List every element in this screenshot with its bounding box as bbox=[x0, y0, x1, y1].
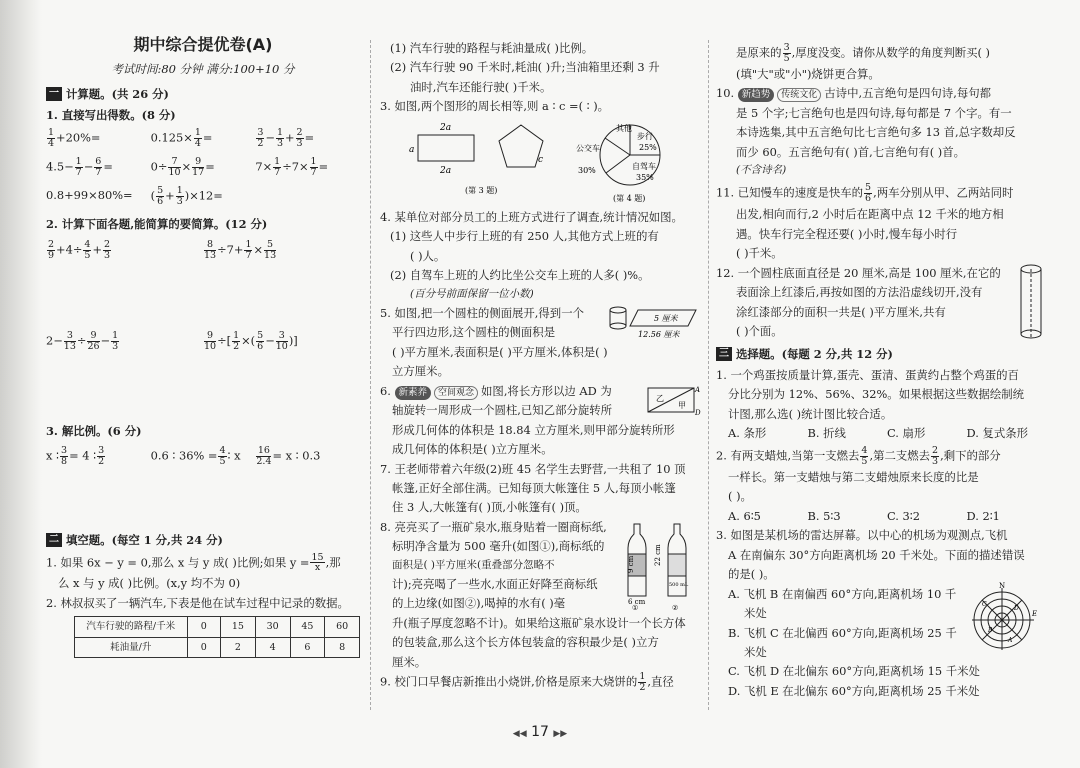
pie-pct-walk: 25% bbox=[639, 142, 657, 152]
section-title: 选择题。(每题 2 分,共 12 分) bbox=[736, 346, 893, 361]
question-line: 计);亮亮喝了一些水,水面正好降至商标纸 bbox=[392, 576, 598, 591]
question: 3. 如图,两个图形的周长相等,则 a ∶ c =( ∶ )。 bbox=[380, 99, 610, 114]
denominator: 5 bbox=[783, 52, 790, 64]
denominator: 7 bbox=[274, 167, 281, 179]
question: 2. 计算下面各题,能简算的要简算。(12 分) bbox=[46, 217, 268, 232]
pentagon-shape bbox=[499, 125, 543, 167]
fraction bbox=[94, 157, 102, 178]
rect-bottom-label: 2a bbox=[440, 165, 452, 176]
column-2 bbox=[380, 38, 702, 694]
numerator: 5 bbox=[157, 185, 164, 197]
table-row bbox=[75, 617, 360, 637]
radar-point-A: A bbox=[1008, 637, 1013, 645]
rect-side-label: a bbox=[409, 144, 415, 155]
figure-5 bbox=[608, 304, 702, 340]
fraction bbox=[864, 183, 872, 204]
choice-option-cont: 米处 bbox=[744, 645, 767, 659]
question-line: 帐篷,正好全部住满。已知每顶大帐篷住 5 人,每顶小帐篷 bbox=[392, 480, 676, 495]
denominator: 3 bbox=[112, 340, 119, 352]
question-line: 的包装盒,那么这个长方体包装盒的容积最少是( )立方 bbox=[392, 635, 659, 650]
question-line: 表面涂上红漆后,再按如图的方法沿虚线切开,没有 bbox=[736, 285, 983, 300]
section-header bbox=[716, 345, 1046, 363]
denominator: 7 bbox=[310, 167, 317, 179]
denominator: 13 bbox=[204, 249, 217, 261]
denominator: 2 bbox=[98, 456, 105, 468]
pie-pct-bus: 30% bbox=[578, 165, 596, 175]
denominator: 13 bbox=[63, 340, 76, 352]
fraction bbox=[218, 446, 226, 467]
question-line: ( )千米。 bbox=[736, 246, 783, 261]
question-line: 油时,汽车还能行驶( )千米。 bbox=[410, 79, 552, 94]
denominator: x bbox=[314, 562, 321, 574]
denominator: 7 bbox=[95, 167, 102, 179]
figure-3-4 bbox=[380, 117, 700, 207]
fraction bbox=[638, 672, 646, 693]
numerator: 4 bbox=[219, 445, 226, 457]
table-cell: 15 bbox=[221, 617, 256, 637]
question: 8. 亮亮买了一瓶矿泉水,瓶身贴着一圈商标纸, bbox=[380, 519, 607, 534]
fraction bbox=[273, 157, 281, 178]
label-jia: 甲 bbox=[678, 400, 686, 410]
choice-option-cont: 米处 bbox=[744, 606, 767, 621]
table-cell: 30 bbox=[255, 617, 290, 637]
fraction bbox=[276, 128, 284, 149]
numerator: 1 bbox=[75, 156, 82, 168]
numerator: 1 bbox=[310, 156, 317, 168]
denominator: 8 bbox=[61, 456, 68, 468]
question: 4. 某单位对部分员工的上班方式进行了调查,统计情况如图。 bbox=[380, 209, 683, 224]
fraction bbox=[296, 128, 304, 149]
math-item: 2− $\frac{3}{13}$ ÷ $\frac{9}{26}$ − $\frac{1}{3}$ bbox=[46, 329, 119, 352]
math-row bbox=[46, 446, 360, 467]
section-number: 二 bbox=[46, 533, 62, 547]
pie-label-bus: 公交车 bbox=[576, 143, 600, 153]
fraction bbox=[276, 331, 288, 352]
numerator: 4 bbox=[84, 238, 91, 250]
denominator: 2 bbox=[233, 340, 240, 352]
fraction bbox=[256, 128, 264, 149]
math-item: 7× $\frac{1}{7}$ ÷7× $\frac{1}{7}$ = bbox=[255, 156, 329, 179]
math-item: ( $\frac{5}{6}$ + $\frac{1}{3}$ )×12= bbox=[150, 185, 223, 208]
fraction bbox=[64, 331, 76, 352]
cylinder-top bbox=[610, 307, 626, 313]
denominator: 4 bbox=[48, 138, 55, 150]
fraction bbox=[87, 331, 99, 352]
pie-label-walk: 步行 bbox=[637, 131, 653, 141]
badge-new-trend: 新趋势 bbox=[738, 88, 775, 102]
question-line: 平行四边形,这个圆柱的侧面积是 bbox=[392, 325, 556, 340]
question-line: 涂红漆部分的面积一共是( )平方厘米,共有 bbox=[736, 304, 946, 319]
question-line: 升(瓶子厚度忽略不计)。如果给这瓶矿泉水设计一个长方体 bbox=[392, 615, 686, 630]
table-cell: 6 bbox=[290, 637, 325, 657]
numerator: 3 bbox=[783, 42, 790, 53]
question-line: 住 3 人,大帐篷有( )顶,小帐篷有( )顶。 bbox=[392, 500, 587, 515]
numerator: 1 bbox=[48, 127, 55, 139]
math-item: $\frac{8}{13}$ ÷7+ $\frac{1}{7}$ × $\frac{5}{13}$ bbox=[204, 238, 277, 261]
numerator: 1 bbox=[639, 671, 646, 683]
question-line: 厘米。 bbox=[392, 654, 427, 669]
question: 9. 校门口早餐店新推出小烧饼,价格是原来大烧饼的 $\frac{1}{2}$ ,直径 bbox=[380, 671, 674, 694]
page-subtitle: 考试时间:80 分钟 满分:100+10 分 bbox=[111, 61, 295, 76]
radar-point-D: D bbox=[1014, 605, 1019, 613]
figure-5-height-label: 5 厘米 bbox=[654, 313, 678, 323]
fraction bbox=[75, 157, 83, 178]
numerator: 5 bbox=[865, 182, 872, 194]
fraction bbox=[47, 128, 55, 149]
choice-option: C. 扇形 bbox=[887, 426, 926, 441]
math-item: $\frac{16}{2.4}$ = x ∶ 0.3 bbox=[256, 445, 321, 468]
pie-label-other: 其他 bbox=[616, 123, 632, 133]
question-line: 的上边缘(如图②),喝掉的水有( )毫 bbox=[392, 596, 566, 611]
choice-option: D. 飞机 E 在北偏东 60°方向,距离机场 25 千米处 bbox=[728, 683, 980, 698]
denominator: 3 bbox=[296, 138, 303, 150]
section-number: 三 bbox=[716, 347, 732, 361]
column-3 bbox=[716, 42, 1046, 701]
question-line: 是 5 个字;七言绝句也是四句诗,每句都是 7 个字。有一 bbox=[736, 105, 1012, 120]
column-1 bbox=[46, 30, 360, 658]
question-line: 而少 60。五言绝句有( )首,七言绝句有( )首。 bbox=[736, 144, 966, 159]
radar-north: N bbox=[999, 582, 1006, 591]
choice-option: A. 条形 bbox=[728, 426, 767, 441]
numerator: 2 bbox=[48, 238, 55, 250]
question-line: ( )。 bbox=[728, 489, 752, 504]
question-block bbox=[380, 382, 702, 459]
math-item: 0.125× $\frac{1}{4}$ = bbox=[150, 127, 213, 150]
bottle-diameter: 6 cm bbox=[628, 597, 646, 606]
fraction bbox=[310, 157, 318, 178]
radar-point-B: B bbox=[988, 627, 993, 635]
fraction bbox=[783, 43, 791, 64]
fraction bbox=[256, 331, 264, 352]
section-header bbox=[46, 531, 360, 549]
question-line: 成几何体的体积是( )立方厘米。 bbox=[392, 442, 553, 457]
choice-options bbox=[716, 507, 1046, 525]
fraction bbox=[232, 331, 240, 352]
figure-5-width-label: 12.56 厘米 bbox=[638, 329, 680, 339]
fraction bbox=[192, 157, 204, 178]
numerator: 9 bbox=[87, 331, 99, 342]
question-line: (1) 这些人中步行上班的有 250 人,其他方式上班的有 bbox=[390, 229, 659, 244]
choice-option: D. 复式条形 bbox=[966, 426, 1029, 441]
figure-6 bbox=[642, 384, 702, 418]
radar-point-C: C bbox=[982, 601, 987, 609]
fraction bbox=[176, 186, 184, 207]
label-A: A bbox=[695, 385, 701, 394]
question-line: 是原来的 $\frac{3}{5}$ ,厚度没变。请你从数学的角度判断买( ) bbox=[736, 42, 991, 64]
choice-option: D. 2∶1 bbox=[966, 508, 1000, 523]
numerator: 3 bbox=[64, 331, 76, 342]
numerator: 2 bbox=[103, 238, 111, 250]
badge-new-literacy: 新素养 bbox=[395, 386, 432, 400]
bottle-2-num: ② bbox=[672, 603, 679, 610]
choice-options bbox=[716, 424, 1046, 442]
fraction bbox=[194, 128, 202, 149]
denominator: 2 bbox=[257, 138, 264, 150]
question: 6. 新素养 空间观念 如图,将长方形以边 AD 为 bbox=[380, 383, 612, 398]
question-block bbox=[716, 526, 1046, 700]
page-number bbox=[0, 724, 1080, 740]
pie-slice-line bbox=[605, 138, 630, 155]
math-item: x ∶ $\frac{3}{8}$ = 4 ∶ $\frac{3}{2}$ bbox=[46, 445, 105, 468]
radar-figure bbox=[968, 582, 1040, 652]
question: 2. 有两支蜡烛,当第一支燃去 $\frac{4}{5}$ ,第二支燃去 $\frac{2}{3}$ ,剩下的部分 bbox=[716, 444, 1001, 467]
choice-option: C. 3∶2 bbox=[887, 508, 921, 523]
numerator: 3 bbox=[61, 445, 68, 457]
fraction bbox=[156, 186, 164, 207]
figure-4-caption: (第 4 题) bbox=[613, 193, 646, 203]
question-note: (百分号前面保留一位小数) bbox=[410, 287, 534, 300]
bottle-2-label bbox=[668, 554, 686, 576]
numerator: 3 bbox=[98, 445, 105, 457]
math-row bbox=[46, 331, 360, 352]
math-row bbox=[46, 128, 360, 149]
question-line: 标明净含量为 500 毫升(如图①),商标纸的 bbox=[392, 539, 605, 554]
choice-option: A. 6∶5 bbox=[728, 508, 761, 523]
question-line: ( )平方厘米,表面积是( )平方厘米,体积是( ) bbox=[392, 344, 608, 359]
math-item: $\frac{9}{10}$ ÷[ $\frac{1}{2}$ ×( $\frac{5}{6}$ − $\frac{3}{10}$ )] bbox=[204, 329, 298, 352]
denominator: 17 bbox=[192, 167, 205, 179]
data-table bbox=[74, 616, 360, 658]
denominator: 3 bbox=[276, 138, 283, 150]
question: 7. 王老师带着六年级(2)班 45 名学生去野营,一共租了 10 顶 bbox=[380, 461, 686, 476]
left-arrow-icon: ◀◀ bbox=[512, 729, 527, 739]
question-line: 的是( )。 bbox=[728, 567, 775, 582]
column-divider bbox=[370, 40, 371, 710]
table-cell: 4 bbox=[255, 637, 290, 657]
table-row bbox=[75, 637, 360, 657]
question-line: 计图,那么选( )统计图比较合适。 bbox=[728, 406, 893, 421]
question-line: (填"大"或"小")烧饼更合算。 bbox=[736, 66, 880, 81]
pie-label-bike: 自驾车 bbox=[632, 161, 656, 171]
denominator: 5 bbox=[219, 456, 226, 468]
denominator: 9 bbox=[48, 249, 55, 261]
choice-option: A. 飞机 B 在南偏西 60°方向,距离机场 10 千 bbox=[728, 586, 957, 601]
math-row bbox=[46, 240, 360, 261]
column-divider bbox=[708, 40, 709, 710]
denominator: 7 bbox=[75, 167, 82, 179]
figure-area bbox=[380, 117, 702, 207]
denominator: 3 bbox=[932, 455, 939, 467]
radar-east: E bbox=[1032, 610, 1038, 619]
numerator: 1 bbox=[112, 329, 119, 341]
section-number: 一 bbox=[46, 87, 62, 101]
pentagon-label: c bbox=[538, 154, 544, 165]
page-title: 期中综合提优卷(A) bbox=[133, 35, 273, 54]
table-cell: 60 bbox=[325, 617, 360, 637]
question-line: 么 x 与 y 成( )比例。(x,y 均不为 0) bbox=[58, 576, 241, 591]
table-header-cell: 耗油量/升 bbox=[75, 637, 188, 657]
table-header-cell: 汽车行驶的路程/千米 bbox=[75, 617, 188, 637]
figure-8 bbox=[618, 518, 702, 610]
question-line: A 在南偏东 30°方向距离机场 20 千米处。下面的描述错误 bbox=[728, 547, 1025, 562]
denominator: 2.4 bbox=[256, 456, 272, 468]
denominator: 3 bbox=[103, 249, 111, 261]
numerator: 1 bbox=[194, 127, 201, 139]
choice-option: B. 折线 bbox=[807, 426, 846, 441]
diagonal-line bbox=[648, 388, 694, 412]
numerator: 4 bbox=[861, 444, 868, 456]
question: 11. 已知慢车的速度是快车的 $\frac{5}{6}$ ,两车分别从甲、乙两站同时 bbox=[716, 182, 1014, 205]
fraction bbox=[204, 240, 216, 261]
right-arrow-icon: ▶▶ bbox=[553, 729, 568, 739]
tag-spatial: 空间观念 bbox=[434, 386, 478, 400]
fraction bbox=[244, 240, 252, 261]
question-block bbox=[716, 264, 1046, 341]
math-row bbox=[46, 186, 360, 207]
question: 5. 如图,把一个圆柱的侧面展开,得到一个 bbox=[380, 305, 584, 320]
numerator: 1 bbox=[274, 156, 281, 168]
denominator: 13 bbox=[264, 249, 277, 261]
math-item: $\frac{2}{9}$ +4÷ $\frac{4}{5}$ + $\frac{2}{3}$ bbox=[48, 238, 111, 261]
fraction bbox=[83, 240, 91, 261]
numerator: 6 bbox=[95, 156, 102, 168]
question-block bbox=[380, 304, 702, 381]
math-item: 4.5− $\frac{1}{7}$ − $\frac{6}{7}$ = bbox=[46, 156, 113, 179]
section-title: 计算题。(共 26 分) bbox=[66, 86, 169, 101]
numerator: 9 bbox=[204, 331, 216, 342]
rect-top-label: 2a bbox=[440, 122, 452, 133]
bottle-height-label: 9 cm bbox=[627, 555, 635, 573]
fraction bbox=[97, 446, 105, 467]
label-yi: 乙 bbox=[656, 393, 664, 403]
question: 3. 如图是某机场的雷达屏幕。以中心的机场为观测点,飞机 bbox=[716, 528, 1008, 543]
cylinder-bottom bbox=[610, 323, 626, 329]
question-line: 立方厘米。 bbox=[392, 364, 449, 379]
math-item: $\frac{1}{4}$ +20%= bbox=[48, 127, 101, 150]
fraction bbox=[860, 446, 868, 467]
choice-option: B. 飞机 C 在北偏西 60°方向,距离机场 25 千 bbox=[728, 625, 957, 640]
denominator: 6 bbox=[865, 193, 872, 205]
fraction bbox=[256, 446, 271, 467]
table-cell: 8 bbox=[325, 637, 360, 657]
bottle-total-height: 22 cm bbox=[654, 544, 662, 566]
question-line: 轴旋转一周形成一个圆柱,已知乙部分旋转所 bbox=[392, 403, 613, 418]
fraction bbox=[204, 331, 216, 352]
denominator: 10 bbox=[168, 167, 181, 179]
question-line: (2) 自驾车上班的人约比坐公交车上班的人多( )%。 bbox=[390, 268, 650, 283]
page-number-text: 17 bbox=[531, 724, 549, 740]
question-line: (2) 汽车行驶 90 千米时,耗油( )升;当油箱里还剩 3 升 bbox=[390, 60, 660, 75]
tag-culture: 传统文化 bbox=[777, 88, 821, 102]
denominator: 7 bbox=[245, 249, 252, 261]
numerator: 9 bbox=[192, 157, 204, 168]
fraction bbox=[103, 240, 111, 261]
fraction bbox=[111, 331, 119, 352]
fraction bbox=[931, 446, 939, 467]
question-line: 出发,相向而行,2 小时后在距离中点 12 千米的地方相 bbox=[736, 207, 1004, 222]
numerator: 7 bbox=[168, 157, 180, 168]
bottle-1-num: ① bbox=[632, 603, 639, 610]
pie-slice-line bbox=[606, 155, 630, 173]
denominator: 6 bbox=[257, 340, 264, 352]
book-spine-shadow bbox=[0, 0, 42, 768]
denominator: 6 bbox=[157, 196, 164, 208]
table-cell: 45 bbox=[290, 617, 325, 637]
question-line: ( )人。 bbox=[410, 248, 446, 263]
question-block bbox=[380, 518, 702, 671]
numerator: 2 bbox=[296, 127, 303, 139]
question-line: (1) 汽车行驶的路程与耗油量成( )比例。 bbox=[390, 41, 594, 55]
question: 3. 解比例。(6 分) bbox=[46, 423, 142, 438]
question: 1. 直接写出得数。(8 分) bbox=[46, 108, 176, 122]
label-D: D bbox=[695, 408, 701, 417]
choice-option: C. 飞机 D 在北偏东 60°方向,距离机场 15 千米处 bbox=[728, 664, 980, 679]
numerator: 5 bbox=[257, 329, 264, 341]
numerator: 8 bbox=[204, 240, 216, 251]
numerator: 5 bbox=[264, 240, 276, 251]
denominator: 5 bbox=[861, 455, 868, 467]
fraction bbox=[47, 240, 55, 261]
numerator: 1 bbox=[245, 238, 252, 250]
question: 12. 一个圆柱底面直径是 20 厘米,高是 100 厘米,在它的 bbox=[716, 265, 1001, 280]
pie-pct-bike: 35% bbox=[636, 172, 654, 182]
question-line: 遇。快车行完全程还要( )小时,慢车每小时行 bbox=[736, 226, 958, 241]
question: 1. 一个鸡蛋按质量计算,蛋壳、蛋清、蛋黄约占整个鸡蛋的百 bbox=[716, 367, 1019, 382]
denominator: 26 bbox=[87, 340, 100, 352]
section-header bbox=[46, 85, 360, 103]
question-line: 一样长。第一支蜡烛与第二支蜡烛原来长度的比是 bbox=[728, 469, 979, 484]
rectangle-shape bbox=[418, 135, 474, 161]
question-line: 面积是( )平方厘米(重叠部分忽略不 bbox=[392, 558, 555, 571]
numerator: 1 bbox=[233, 329, 240, 341]
math-item: 0.6 ∶ 36% = $\frac{4}{5}$ ∶ x bbox=[150, 445, 241, 468]
bottle-volume: 500 mL bbox=[669, 581, 689, 588]
denominator: 2 bbox=[639, 682, 646, 694]
numerator: 1 bbox=[176, 185, 183, 197]
question-line: 本诗选集,其中五言绝句比七言绝句多 13 首,总字数却反 bbox=[736, 125, 1016, 140]
math-row bbox=[46, 157, 360, 178]
numerator: 3 bbox=[276, 331, 288, 342]
numerator: 15 bbox=[311, 551, 324, 563]
table-cell: 0 bbox=[187, 637, 221, 657]
question-line: 分比分别为 12%、56%、32%。如果根据这些数据绘制统 bbox=[728, 387, 1024, 402]
numerator: 2 bbox=[932, 444, 939, 456]
choice-option: B. 5∶3 bbox=[807, 508, 841, 523]
question-line: 形成几何体的体积是 18.84 立方厘米,则甲部分旋转所形 bbox=[392, 422, 675, 437]
question: 1. 如果 6x − y = 0,那么 x 与 y 成( )比例;如果 y = $\frac{15}{x}$ ,那 bbox=[46, 551, 341, 574]
fraction bbox=[60, 446, 68, 467]
numerator: 3 bbox=[257, 127, 264, 139]
fraction bbox=[310, 553, 324, 574]
figure-3-caption: (第 3 题) bbox=[465, 185, 498, 195]
denominator: 3 bbox=[176, 196, 183, 208]
question-note: (不含诗名) bbox=[736, 164, 787, 177]
question: 2. 林叔叔买了一辆汽车,下表是他在试车过程中记录的数据。 bbox=[46, 595, 349, 610]
denominator: 4 bbox=[194, 138, 201, 150]
table-cell: 0 bbox=[187, 617, 221, 637]
fraction bbox=[264, 240, 276, 261]
math-item: 0.8+99×80%= bbox=[46, 188, 133, 203]
section-title: 填空题。(每空 1 分,共 24 分) bbox=[66, 533, 223, 548]
table-cell: 2 bbox=[221, 637, 256, 657]
math-item: $\frac{3}{2}$ − $\frac{1}{3}$ + $\frac{2}{3}$ = bbox=[257, 127, 315, 150]
question: 10. 新趋势 传统文化 古诗中,五言绝句是四句诗,每句都 bbox=[716, 86, 991, 101]
figure-12-cylinder bbox=[1018, 264, 1044, 340]
numerator: 1 bbox=[276, 127, 283, 139]
denominator: 10 bbox=[204, 340, 217, 352]
denominator: 5 bbox=[84, 249, 91, 261]
numerator: 16 bbox=[257, 445, 270, 457]
fraction bbox=[168, 157, 180, 178]
denominator: 10 bbox=[275, 340, 288, 352]
question-line: ( )个面。 bbox=[736, 324, 783, 339]
math-item: 0÷ $\frac{7}{10}$ × $\frac{9}{17}$ = bbox=[150, 156, 215, 179]
